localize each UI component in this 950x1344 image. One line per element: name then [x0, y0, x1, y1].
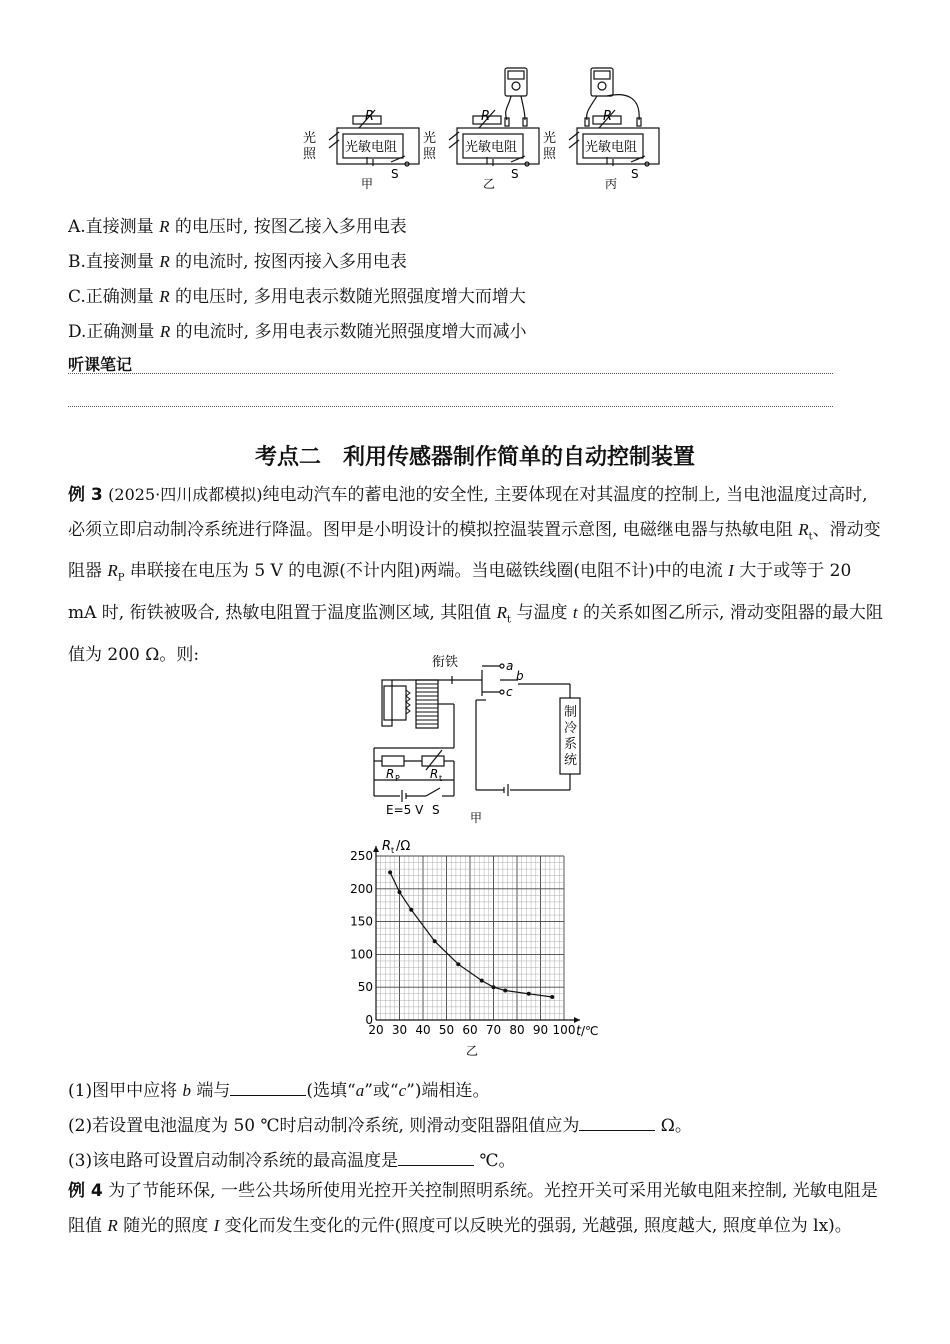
question-text: Ω。: [655, 1116, 692, 1136]
data-point: [492, 985, 496, 989]
cooling-label: 系: [564, 737, 578, 752]
option-var: R: [159, 287, 170, 306]
switch-label: S: [432, 803, 440, 817]
notes-label: 听课笔记: [68, 355, 133, 374]
option-text: 的电流时, 按图丙接入多用电表: [169, 252, 407, 272]
chart-ticks: [350, 849, 575, 1037]
rt-label: R: [430, 767, 439, 781]
section-title: 考点二 利用传感器制作简单的自动控制装置: [254, 445, 695, 470]
paragraph-text: 纯电动汽车的蓄电池的安全性, 主要体现在对其温度的控制上, 当电池温度过高时, 必须立即启动制冷系统进行降温。图甲是小明设计的模拟控温装置示意图, 电磁继电器与热敏电阻: [68, 485, 868, 540]
switch-label: S: [391, 167, 399, 181]
option-text: 的电压时, 按图乙接入多用电表: [169, 217, 407, 237]
terminal-a: a: [506, 659, 514, 673]
light-label: 光: [543, 131, 557, 146]
question-text: (1)图甲中应将: [68, 1081, 183, 1101]
var-b: b: [182, 1081, 191, 1100]
question-text: ℃。: [474, 1151, 516, 1171]
var-sub: P: [117, 572, 125, 584]
rp-sub: P: [395, 774, 400, 783]
y-axis-label-unit: /Ω: [396, 839, 411, 854]
option-a: [68, 212, 407, 237]
notes-line: [68, 373, 833, 374]
chart-caption: 乙: [466, 1044, 479, 1058]
x-axis-label: t: [576, 1024, 582, 1039]
x-tick-label: 70: [485, 1023, 502, 1037]
var-i: I: [728, 561, 734, 581]
question-1: [68, 1076, 489, 1101]
question-3: [68, 1146, 516, 1171]
question-text: ”)端相连。: [406, 1081, 490, 1101]
option-text: 的电流时, 多用电表示数随光照强度增大而减小: [170, 322, 527, 342]
caption-jia: 甲: [361, 177, 374, 191]
question-text: ”或“: [364, 1081, 399, 1101]
light-label: 照: [543, 147, 557, 162]
example-source: (2025·四川成都模拟): [108, 485, 263, 504]
caption-yi: 乙: [483, 177, 496, 191]
var-rt: R: [798, 519, 809, 539]
light-label: 光: [423, 131, 437, 146]
terminal-c: c: [506, 685, 513, 699]
question-text: (2)若设置电池温度为 50 ℃时启动制冷系统, 则滑动变阻器阻值应为: [68, 1116, 580, 1136]
coil-windings: [416, 684, 438, 724]
data-point: [480, 979, 484, 983]
var-sub: t: [507, 614, 512, 626]
y-axis-arrow: [373, 846, 379, 852]
option-text: 的电压时, 多用电表示数随光照强度增大而增大: [169, 287, 526, 307]
x-tick-label: 30: [391, 1023, 408, 1037]
light-label: 照: [423, 147, 437, 162]
y-tick-label: 50: [357, 980, 373, 995]
data-point: [433, 939, 437, 943]
x-tick-label: 100: [552, 1023, 576, 1037]
x-tick-label: 80: [509, 1023, 525, 1037]
rt-temperature-chart: [340, 832, 610, 1060]
question-text: (选填“: [306, 1081, 356, 1101]
var-r: R: [107, 1215, 118, 1235]
var-sub: t: [808, 530, 813, 542]
option-text: C.正确测量: [68, 287, 160, 307]
relay-circuit-diagram: [370, 650, 590, 830]
option-var: R: [159, 217, 170, 236]
spring: [406, 690, 410, 714]
data-point: [503, 988, 507, 992]
light-sensor-circuits-figure: [295, 62, 665, 197]
paragraph-text: 、滑动变阻器: [68, 519, 881, 582]
option-text: A.直接测量: [68, 217, 160, 237]
option-text: B.直接测量: [68, 252, 160, 272]
y-axis-label: R: [382, 839, 392, 854]
option-b: [68, 247, 407, 272]
example-label: 例 4: [68, 1181, 103, 1201]
y-tick-label: 100: [350, 947, 373, 962]
rp-label: R: [386, 767, 395, 781]
paragraph-text: 为了节能环保, 一些公共场所使用光控开关控制照明系统。光控开关可采用光敏电阻来控制, 光敏电阻是阻值: [68, 1181, 878, 1236]
question-text: 端与: [190, 1081, 231, 1101]
paragraph-text: 大于或等于 20 mA 时, 衔铁被吸合, 热敏电阻置于温度监测区域, 其阻值: [68, 561, 852, 624]
resistor-label: 光敏电阻: [585, 140, 638, 155]
question-2: [68, 1111, 692, 1136]
option-var: R: [159, 252, 170, 271]
switch-label: S: [511, 167, 519, 181]
y-tick-label: 150: [350, 914, 373, 929]
paragraph-text: 的关系如图乙所示, 滑动变阻器的最大阻值为 200 Ω。则:: [68, 603, 883, 666]
paragraph-text: 与温度: [511, 603, 573, 624]
x-tick-label: 40: [415, 1023, 431, 1037]
data-point: [398, 890, 402, 894]
example-label: 例 3: [68, 485, 103, 505]
data-point: [388, 870, 392, 874]
example-3-text: [68, 478, 883, 673]
notes-line: [68, 406, 833, 407]
y-tick-label: 0: [365, 1013, 373, 1027]
answer-blank[interactable]: [579, 1116, 655, 1131]
caption-bing: 丙: [605, 177, 618, 191]
resistor-label: 光敏电阻: [345, 140, 398, 155]
chart-grid: [376, 856, 564, 1020]
option-var: R: [159, 322, 171, 341]
answer-blank[interactable]: [230, 1081, 306, 1096]
x-tick-label: 90: [532, 1023, 549, 1037]
r-label: R: [365, 109, 375, 124]
y-tick-label: 250: [350, 849, 373, 863]
y-axis-label-sub: t: [391, 846, 395, 855]
var-c: c: [398, 1081, 407, 1100]
paragraph-text: 串联接在电压为 5 V 的电源(不计内阻)两端。当电磁铁线圈(电阻不计)中的电流: [124, 561, 729, 582]
paragraph-text: 变化而发生变化的元件(照度可以反映光的强弱, 光越强, 照度越大, 照度单位为 lx)。: [219, 1215, 852, 1236]
data-point: [409, 908, 413, 912]
caption-jia: 甲: [470, 811, 483, 825]
x-tick-label: 50: [438, 1023, 455, 1037]
x-axis-label-unit: /℃: [581, 1024, 599, 1038]
resistor-label: 光敏电阻: [465, 140, 518, 155]
light-label: 照: [303, 147, 317, 162]
cooling-label: 统: [564, 753, 578, 768]
data-point: [527, 992, 531, 996]
cooling-label: 冷: [564, 721, 578, 736]
x-tick-label: 60: [462, 1023, 478, 1037]
rt-sub: t: [439, 774, 443, 783]
emf-label: E=5 V: [386, 803, 424, 817]
option-d: [68, 317, 526, 342]
option-text: D.正确测量: [68, 322, 160, 342]
light-label: 光: [303, 131, 317, 146]
var-rt: R: [496, 603, 508, 623]
var-i: I: [213, 1215, 220, 1235]
var-t: t: [572, 603, 578, 623]
terminal-b: b: [516, 669, 524, 683]
cooling-label: 制: [564, 705, 578, 720]
r-label: R: [481, 109, 491, 124]
paragraph-text: 随光的照度: [117, 1215, 214, 1236]
armature-label: 衔铁: [432, 655, 459, 670]
relay-wiring: [374, 664, 580, 802]
data-point: [550, 995, 554, 999]
var-a: a: [355, 1081, 365, 1100]
switch-label: S: [631, 167, 639, 181]
var-rp: R: [107, 561, 118, 581]
y-tick-label: 200: [350, 881, 373, 896]
question-text: (3)该电路可设置启动制冷系统的最高温度是: [68, 1151, 399, 1171]
option-c: [68, 282, 526, 307]
answer-blank[interactable]: [398, 1151, 474, 1166]
data-point: [456, 962, 460, 966]
example-4-text: [68, 1174, 883, 1243]
x-tick-label: 20: [368, 1023, 384, 1037]
r-label: R: [603, 109, 613, 124]
